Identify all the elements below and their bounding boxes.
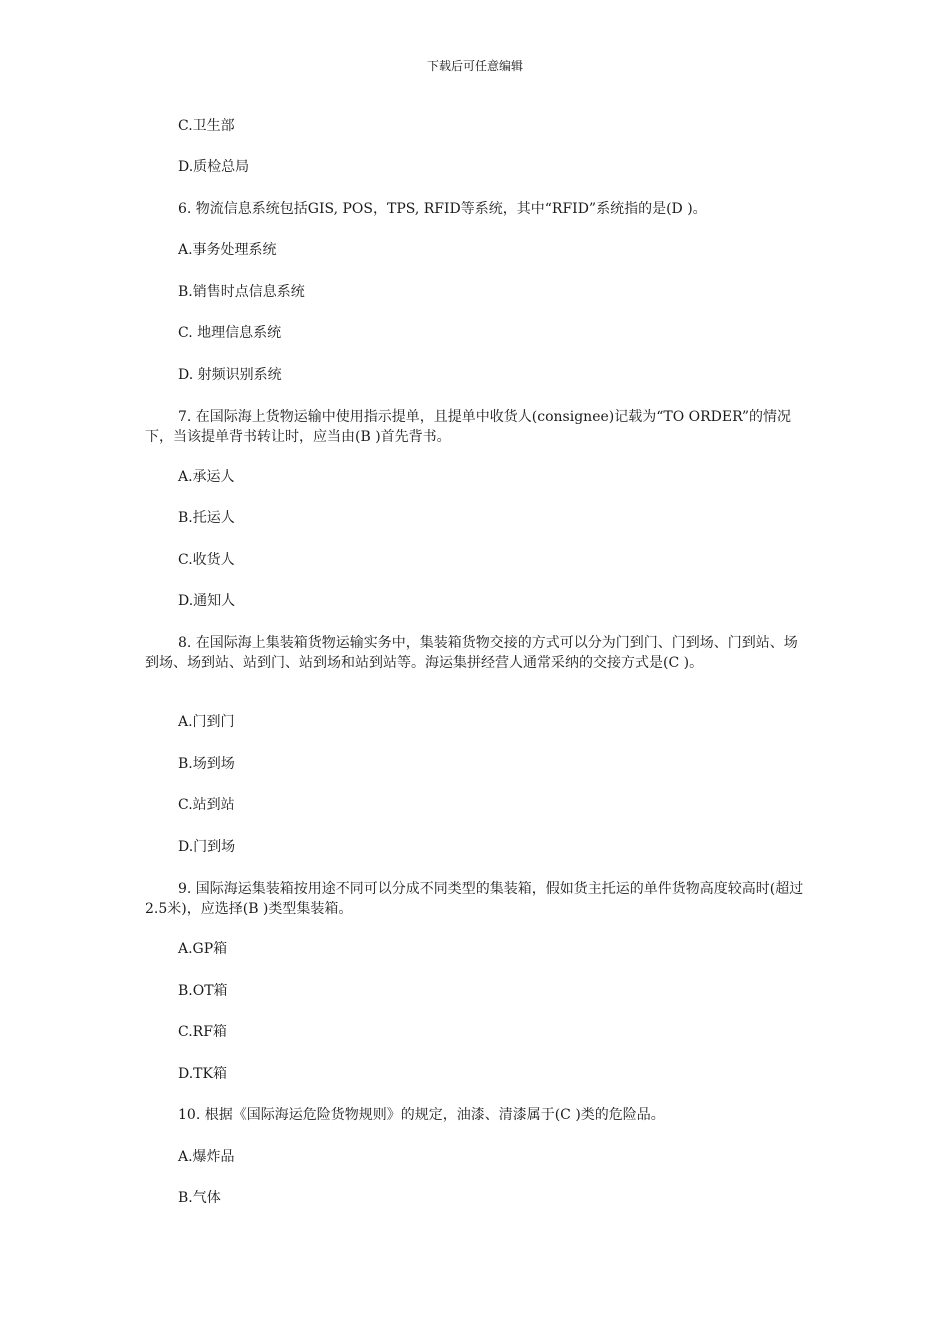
question-6: 6. 物流信息系统包括GIS, POS，TPS, RFID等系统，其中“RFID”系统指的是(D )。: [178, 201, 707, 217]
option-c: C.RF箱: [178, 1024, 227, 1040]
option-d-quality-inspection: D.质检总局: [178, 159, 250, 175]
question-8: 8. 在国际海上集装箱货物运输实务中，集装箱货物交接的方式可以分为门到门、门到场、门到站、场到场、场到站、站到门、站到场和站到站等。海运集拼经营人通常采纳的交接方式是(C )。: [145, 635, 798, 671]
option-c-health-ministry: C.卫生部: [178, 118, 235, 134]
option-d: D.通知人: [178, 593, 236, 609]
option-a: A.事务处理系统: [178, 242, 277, 258]
question-10: 10. 根据《国际海运危险货物规则》的规定，油漆、清漆属于(C )类的危险品。: [178, 1107, 665, 1123]
option-b: B.销售时点信息系统: [178, 284, 305, 300]
option-d: D.门到场: [178, 839, 236, 855]
option-a: A.GP箱: [178, 941, 228, 957]
page-header: 下载后可任意编辑: [426, 59, 523, 73]
option-b: B.OT箱: [178, 983, 228, 999]
option-a: A.门到门: [178, 714, 235, 730]
option-c: C.收货人: [178, 552, 235, 568]
option-d: D.TK箱: [178, 1066, 227, 1082]
option-c: C. 地理信息系统: [178, 325, 282, 341]
option-c: C.站到站: [178, 797, 235, 813]
question-9: 9. 国际海运集装箱按用途不同可以分成不同类型的集装箱，假如货主托运的单件货物高度较高时(超过2.5米)，应选择(B )类型集装箱。: [145, 881, 804, 917]
option-b: B.托运人: [178, 510, 235, 526]
option-d: D. 射频识别系统: [178, 367, 282, 383]
option-a: A.爆炸品: [178, 1149, 235, 1165]
option-b: B.场到场: [178, 756, 235, 772]
question-7: 7. 在国际海上货物运输中使用指示提单，且提单中收货人(consignee)记载为“TO ORDER”的情况下，当该提单背书转让时，应当由(B )首先背书。: [145, 409, 792, 445]
option-b: B.气体: [178, 1190, 221, 1206]
option-a: A.承运人: [178, 469, 235, 485]
